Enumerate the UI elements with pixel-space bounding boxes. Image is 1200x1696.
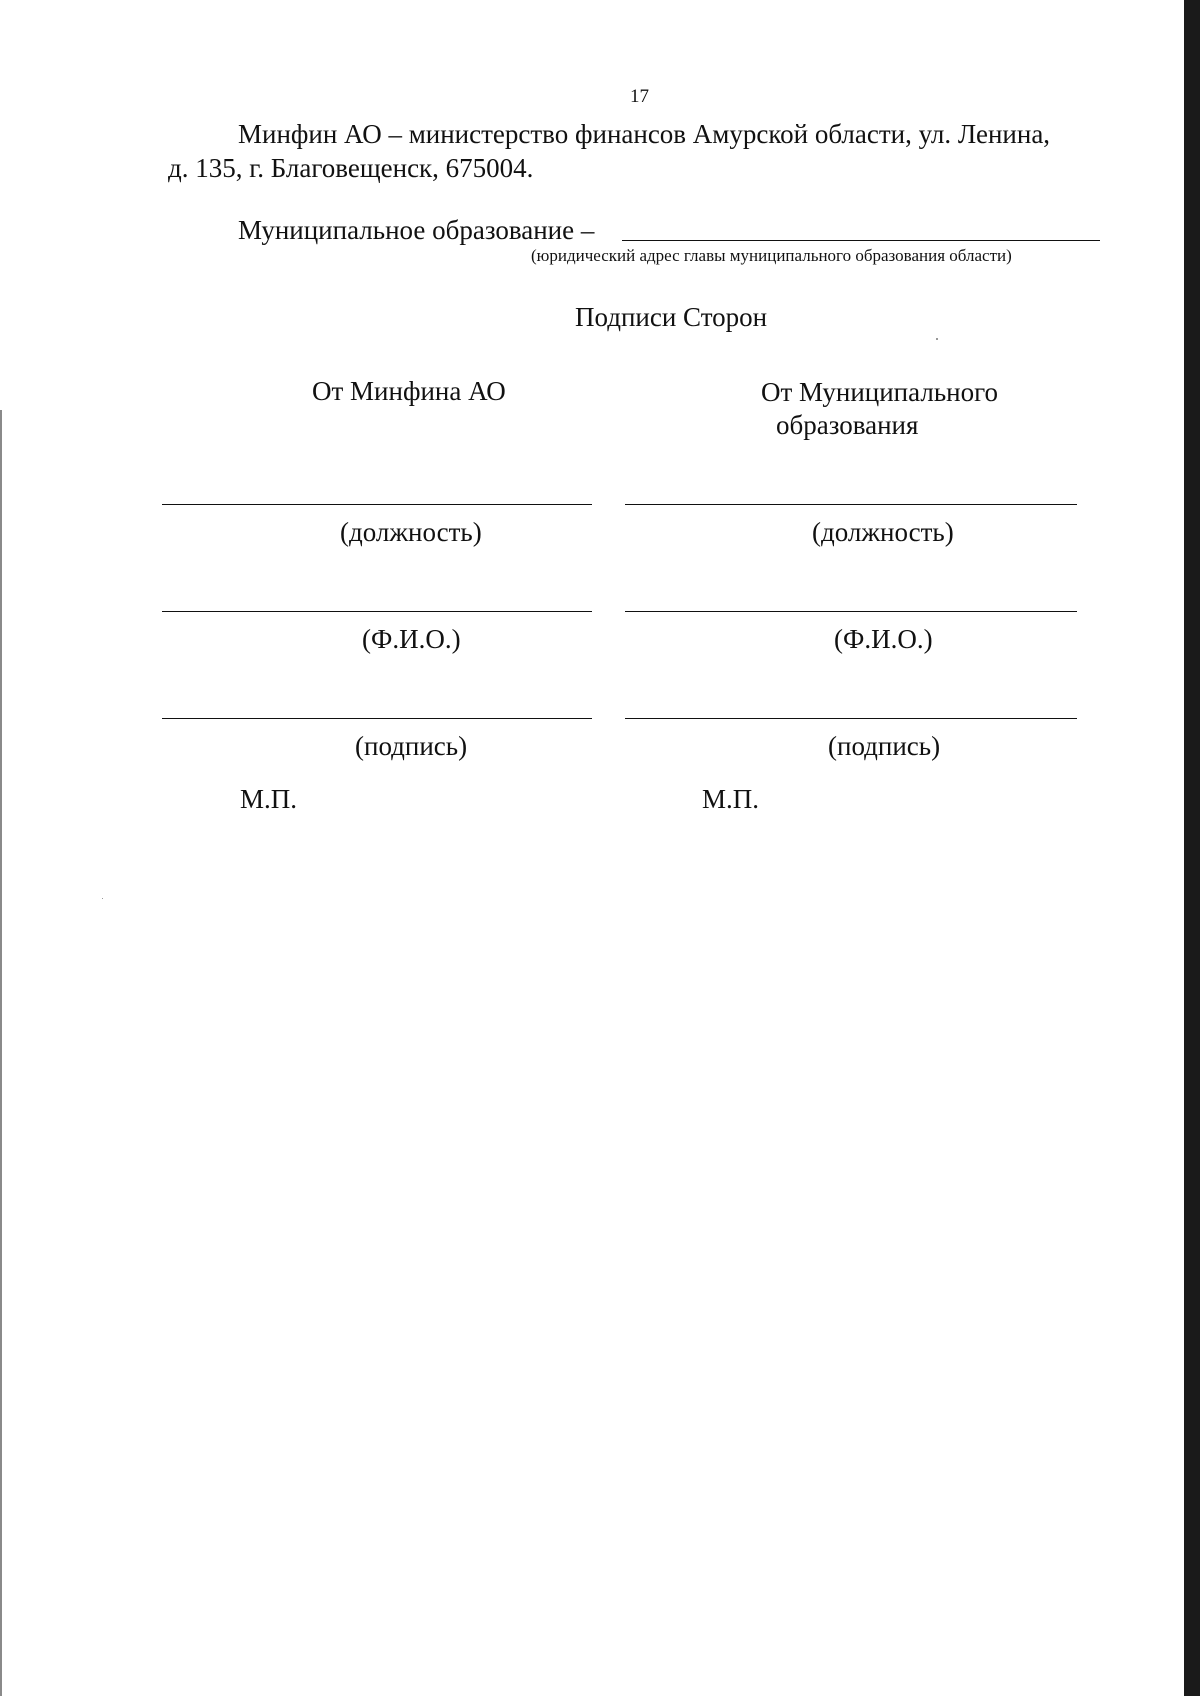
party-right-title-line-2: образования (776, 410, 919, 440)
right-name-line (625, 611, 1077, 612)
left-position-caption: (должность) (340, 517, 482, 547)
scan-speck (102, 898, 103, 899)
right-signature-caption: (подпись) (828, 731, 941, 761)
party-right-title-line-1: От Муниципального (761, 377, 998, 407)
scan-speck (936, 338, 938, 340)
minfin-address-line-1: Минфин АО – министерство финансов Амурской области, ул. Ленина, (238, 119, 1051, 149)
signatures-heading: Подписи Сторон (575, 302, 768, 332)
page-number: 17 (630, 86, 649, 107)
left-position-line (162, 504, 592, 505)
left-signature-line (162, 718, 592, 719)
scan-page-edge-left (0, 410, 2, 1696)
left-seal-mark: М.П. (240, 784, 298, 814)
left-name-caption: (Ф.И.О.) (362, 624, 461, 654)
right-position-line (625, 504, 1077, 505)
left-signature-caption: (подпись) (355, 731, 468, 761)
municipal-address-label: Муниципальное образование – (238, 215, 595, 245)
right-position-caption: (должность) (812, 517, 954, 547)
party-left-title: От Минфина АО (312, 376, 506, 406)
left-name-line (162, 611, 592, 612)
municipal-address-blank-line (622, 240, 1100, 241)
right-seal-mark: М.П. (702, 784, 760, 814)
scan-page-edge-right (1184, 0, 1200, 1696)
party-right-title (761, 376, 998, 442)
right-signature-line (625, 718, 1077, 719)
municipal-address-caption: (юридический адрес главы муниципального образования области) (531, 246, 1012, 265)
right-name-caption: (Ф.И.О.) (834, 624, 933, 654)
minfin-address-line-2: д. 135, г. Благовещенск, 675004. (168, 153, 534, 183)
